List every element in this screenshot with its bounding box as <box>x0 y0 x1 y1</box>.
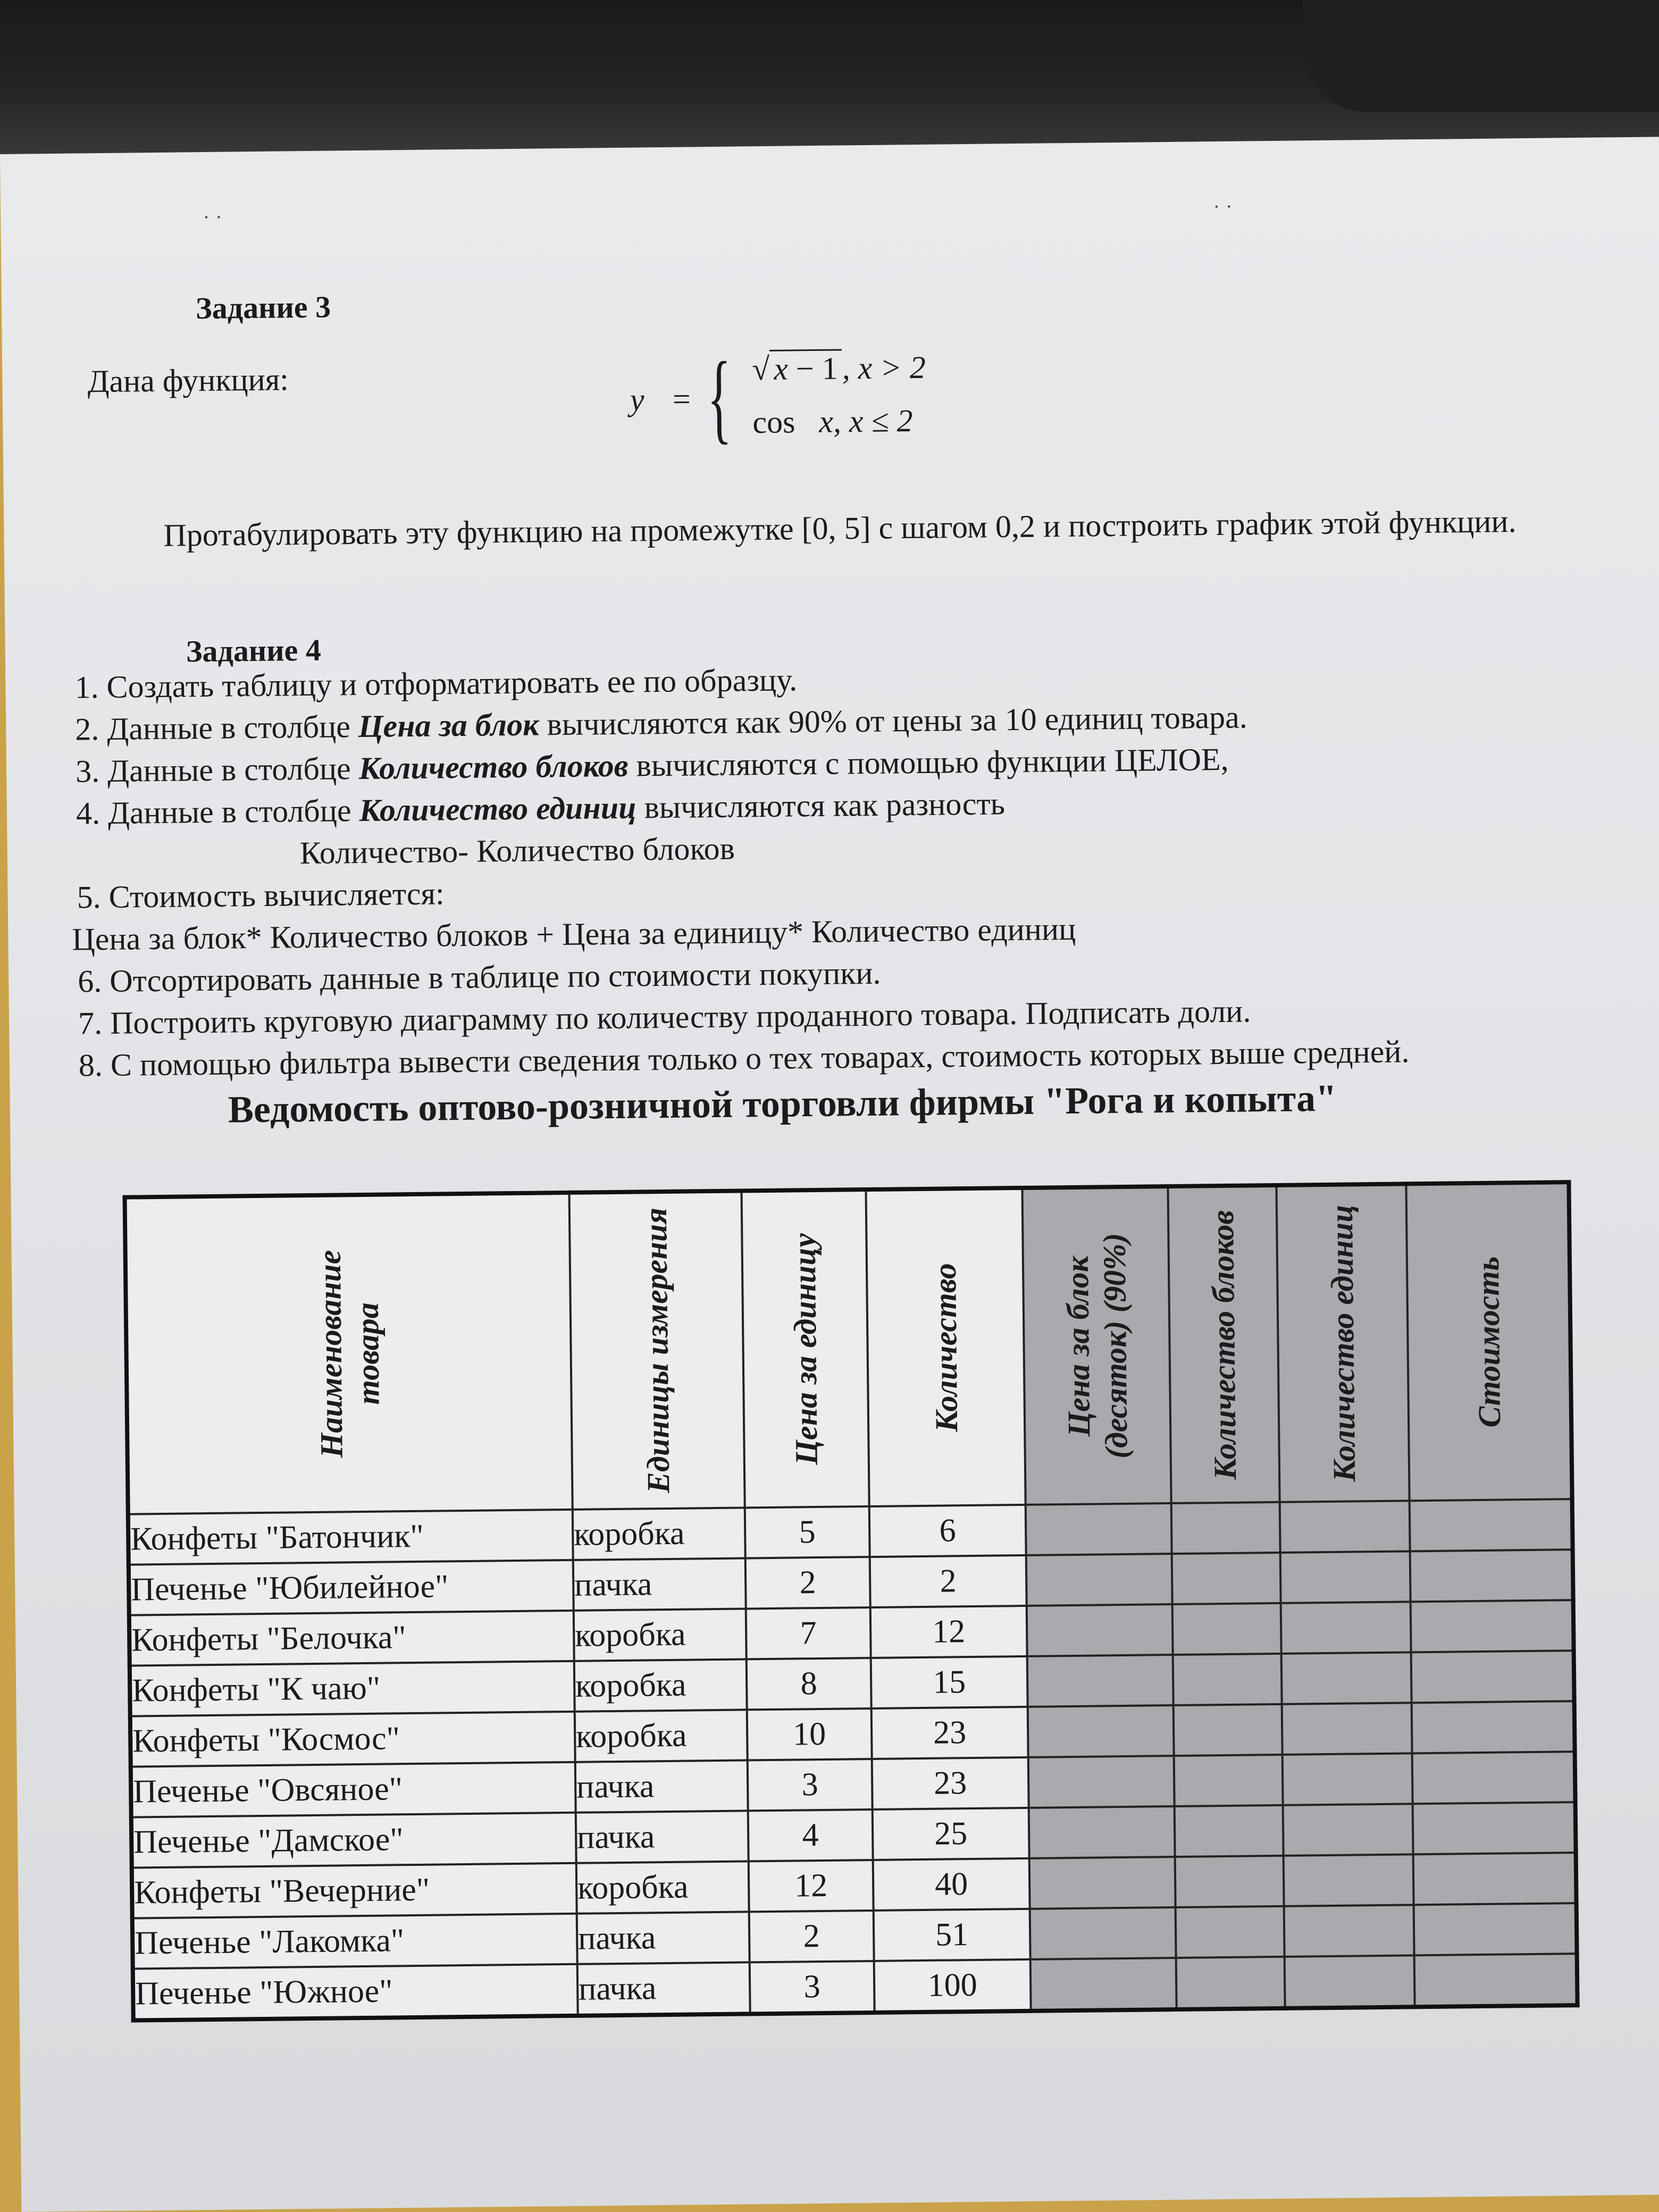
task4-item-7: 7. Построить круговую диаграмму по количеству проданного товара. Подписать доли. <box>78 993 1251 1041</box>
task4-list <box>74 652 1410 1086</box>
cell-name: Печенье "Овсяное" <box>131 1762 576 1817</box>
cell-price: 10 <box>747 1708 872 1760</box>
cell-unit: коробка <box>573 1507 745 1560</box>
cell-block-price <box>1026 1554 1172 1606</box>
cell-quantity: 12 <box>870 1606 1027 1658</box>
cell-block-count <box>1172 1553 1281 1604</box>
task4-item-6: 6. Отсортировать данные в таблице по стоимости покупки. <box>77 955 881 999</box>
cell-cost <box>1412 1701 1575 1753</box>
speck: ˙ ˙ <box>203 211 223 236</box>
header-quantity: Количество <box>866 1188 1025 1506</box>
cell-block-price <box>1028 1705 1174 1757</box>
cell-unit: пачка <box>577 1962 750 2015</box>
cell-unit: коробка <box>576 1861 749 1913</box>
task4-item-5: 5. Стоимость вычисляется: <box>77 876 445 915</box>
cell-block-count <box>1176 1906 1285 1958</box>
formula-row2-x: x <box>818 404 834 439</box>
cell-unit-count <box>1280 1501 1410 1553</box>
paper-sheet <box>0 137 1659 2211</box>
cell-price: 8 <box>747 1658 872 1710</box>
cell-name: Конфеты "Белочка" <box>129 1611 574 1666</box>
cell-block-count <box>1173 1654 1282 1705</box>
header-unit-count: Количество единиц <box>1276 1184 1409 1502</box>
task4-item-4-formula: Количество- Количество блоков <box>299 831 735 871</box>
cell-unit-count <box>1283 1804 1413 1856</box>
cell-unit: пачка <box>573 1558 746 1610</box>
task4-item-1: 1. Создать таблицу и отформатировать ее по образцу. <box>74 662 798 705</box>
task3-instruction: Протабулировать эту функцию на промежутке [0, 5] с шагом 0,2 и построить график этой функции. <box>163 504 1516 553</box>
cell-name: Конфеты "Батончик" <box>128 1510 573 1565</box>
header-cost: Стоимость <box>1406 1182 1572 1501</box>
task4-item-2: 2. Данные в столбце Цена за блок вычисляются как 90% от цены за 10 единиц товара. <box>74 699 1248 747</box>
cell-block-price <box>1027 1655 1174 1707</box>
cell-quantity: 23 <box>872 1757 1029 1809</box>
header-block-price: Цена за блок (десяток) (90%) <box>1022 1186 1171 1505</box>
cell-cost <box>1411 1650 1574 1703</box>
table-title: Ведомость оптово-розничной торговли фирмы "Рога и копыта" <box>228 1076 1337 1131</box>
cell-unit: коробка <box>574 1608 747 1661</box>
cell-block-count <box>1174 1755 1283 1806</box>
cell-price: 2 <box>749 1911 874 1962</box>
formula-brace: { <box>706 341 732 454</box>
cell-cost <box>1413 1802 1576 1854</box>
formula-y: y <box>630 382 644 417</box>
cell-quantity: 51 <box>874 1909 1030 1961</box>
cell-unit-count <box>1280 1551 1411 1603</box>
cell-block-price <box>1027 1604 1173 1656</box>
task4-item-3: 3. Данные в столбце Количество блоков вычисляются с помощью функции ЦЕЛОЕ, <box>75 741 1229 789</box>
formula-row-2 <box>752 403 913 441</box>
cell-block-price <box>1026 1503 1172 1555</box>
cell-name: Конфеты "Вечерние" <box>132 1863 577 1918</box>
cell-name: Печенье "Юбилейное" <box>129 1560 574 1615</box>
cell-quantity: 6 <box>869 1505 1026 1557</box>
cell-cost <box>1410 1499 1573 1551</box>
formula-row1-cond: , x > 2 <box>842 349 926 386</box>
cell-price: 12 <box>749 1860 874 1912</box>
cell-block-count <box>1175 1856 1284 1907</box>
laptop-edge <box>1303 0 1659 112</box>
cell-unit-count <box>1284 1905 1414 1957</box>
cell-unit-count <box>1282 1703 1412 1755</box>
header-block-count: Количество блоков <box>1168 1185 1279 1503</box>
task4-item-5-formula: Цена за блок* Количество блоков + Цена за единицу* Количество единиц <box>72 911 1076 957</box>
cell-block-price <box>1028 1756 1175 1808</box>
cell-unit: коробка <box>574 1659 747 1711</box>
task4-title: Задание 4 <box>186 632 322 669</box>
cell-quantity: 40 <box>873 1858 1030 1911</box>
header-name: Наименование товара <box>125 1193 573 1514</box>
cell-cost <box>1414 1903 1577 1955</box>
cell-quantity: 100 <box>874 1959 1031 2013</box>
task4-item-8: 8. С помощью фильтра вывести сведения только о тех товарах, стоимость которых выше средней. <box>78 1034 1410 1083</box>
cell-unit: пачка <box>575 1760 748 1812</box>
cell-cost <box>1410 1549 1573 1602</box>
cell-cost <box>1411 1600 1574 1652</box>
cell-block-price <box>1030 1958 1177 2011</box>
cell-price: 5 <box>745 1506 870 1558</box>
cell-unit: коробка <box>575 1710 748 1762</box>
sales-table <box>123 1180 1580 2022</box>
cell-price: 3 <box>748 1759 873 1811</box>
cell-block-count <box>1175 1805 1284 1857</box>
cell-price: 3 <box>750 1961 875 2014</box>
cell-quantity: 15 <box>871 1656 1028 1708</box>
cell-block-count <box>1174 1704 1283 1756</box>
cell-quantity: 2 <box>870 1555 1027 1607</box>
cell-quantity: 25 <box>873 1808 1029 1860</box>
cell-unit-count <box>1283 1753 1413 1805</box>
formula-row2-cos: cos <box>752 404 795 440</box>
formula-row1-x: x <box>773 351 789 387</box>
cell-unit-count <box>1284 1854 1414 1906</box>
cell-name: Печенье "Дамское" <box>131 1813 576 1868</box>
cell-block-price <box>1030 1907 1176 1959</box>
cell-unit-count <box>1285 1955 1415 2008</box>
header-price: Цена за единицу <box>741 1189 869 1507</box>
cell-unit-count <box>1281 1652 1412 1704</box>
cell-price: 2 <box>745 1557 870 1608</box>
cell-price: 4 <box>748 1809 873 1861</box>
task3-title: Задание 3 <box>195 289 331 326</box>
cell-block-count <box>1171 1502 1280 1554</box>
task4-item-4: 4. Данные в столбце Количество единиц вычисляются как разность <box>76 786 1006 831</box>
cell-unit-count <box>1281 1602 1411 1654</box>
cell-cost <box>1414 1954 1578 2007</box>
cell-unit: пачка <box>577 1912 750 1964</box>
formula-row1-minus: − 1 <box>795 350 839 387</box>
speck: ˙ ˙ <box>1213 200 1233 225</box>
cell-block-count <box>1172 1603 1281 1655</box>
formula-row2-cond: , x ≤ 2 <box>833 403 913 439</box>
cell-block-price <box>1029 1806 1175 1858</box>
cell-cost <box>1412 1752 1576 1804</box>
cell-name: Конфеты "Космос" <box>130 1712 575 1767</box>
cell-name: Конфеты "К чаю" <box>130 1661 575 1716</box>
cell-unit: пачка <box>576 1811 749 1863</box>
formula-row-1: √ x − 1 , x > 2 <box>751 349 926 387</box>
table-header-row <box>125 1182 1572 1514</box>
cell-quantity: 23 <box>872 1707 1028 1759</box>
formula-equals: = <box>672 381 691 417</box>
cell-cost <box>1413 1853 1577 1905</box>
cell-price: 7 <box>746 1607 871 1659</box>
cell-block-price <box>1029 1857 1176 1909</box>
task3-given: Дана функция: <box>87 362 289 399</box>
cell-block-count <box>1176 1957 1285 2009</box>
piecewise-formula <box>630 341 1056 454</box>
cell-name: Печенье "Южное" <box>133 1964 578 2021</box>
header-unit: Единицы измерения <box>569 1191 745 1510</box>
cell-name: Печенье "Лакомка" <box>132 1914 577 1969</box>
